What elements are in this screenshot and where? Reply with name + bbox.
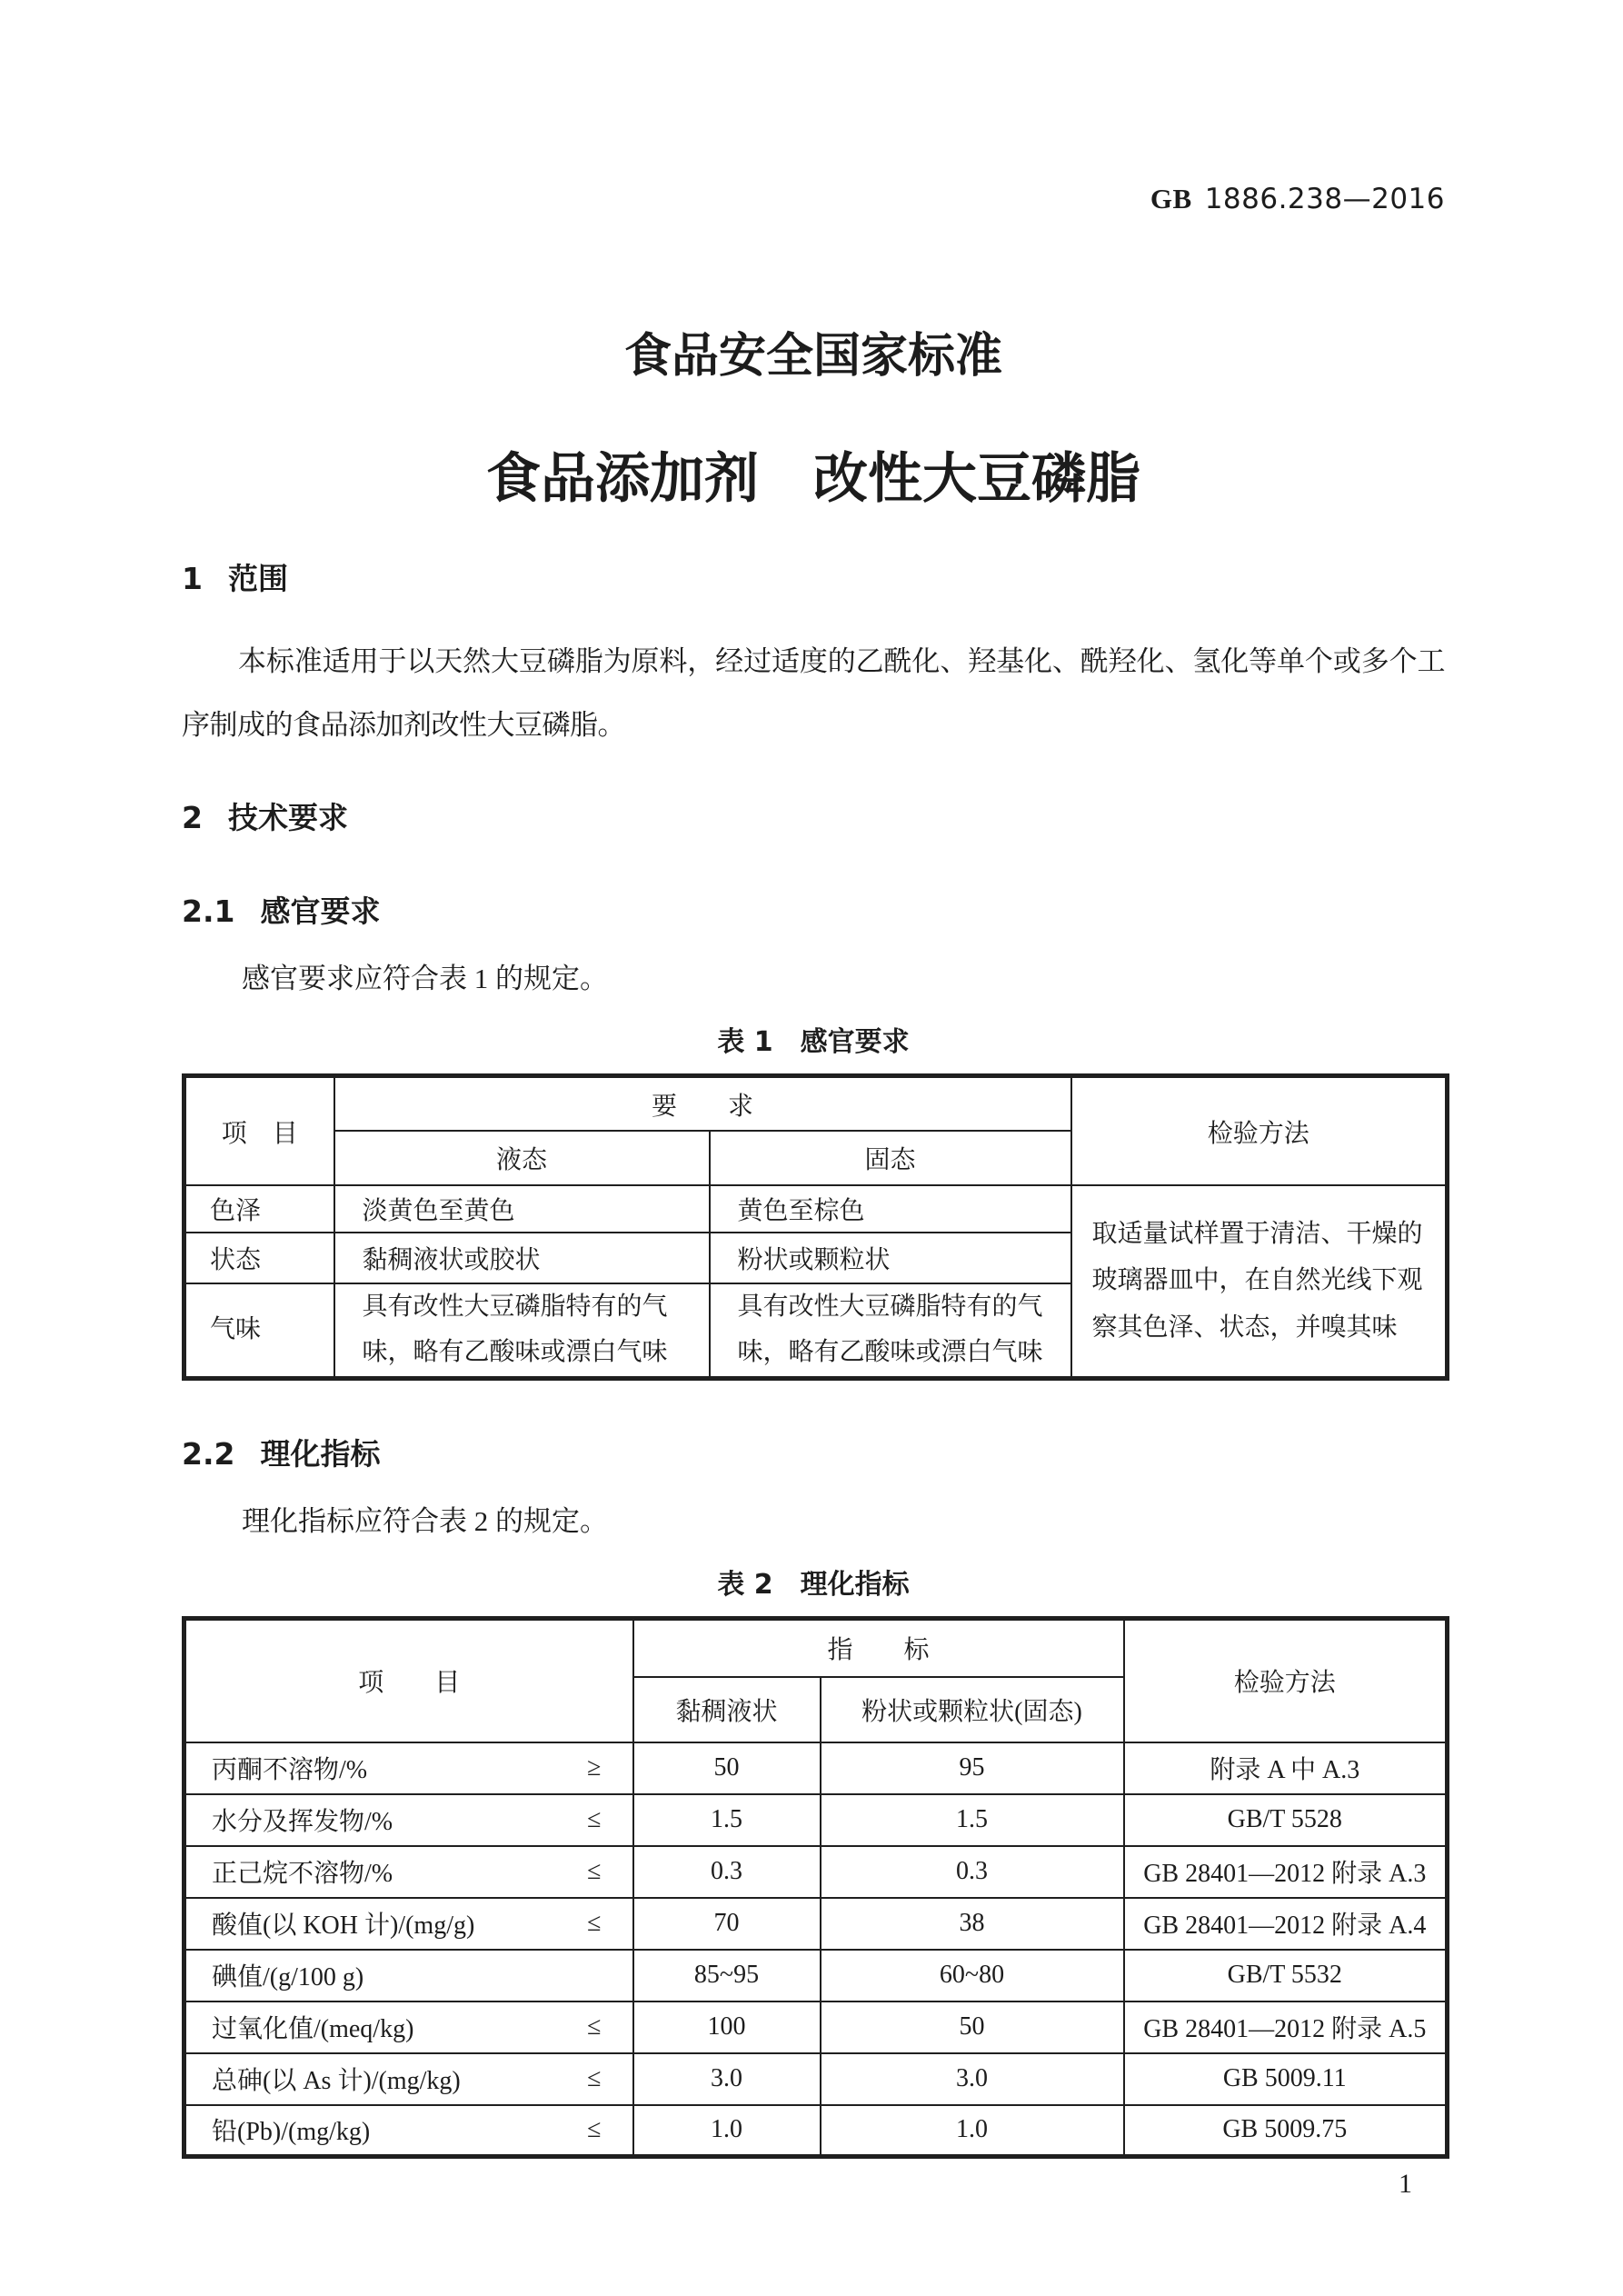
sensory-requirements-table (182, 1073, 1449, 1380)
section-2-1-title: 感官要求 (260, 893, 381, 929)
cell-powder: 38 (821, 1898, 1124, 1950)
table1-header-solid: 固态 (710, 1131, 1071, 1185)
cell-viscous: 0.3 (633, 1846, 821, 1898)
section-1-heading (182, 560, 1445, 597)
table2-header-method: 检验方法 (1124, 1619, 1448, 1742)
cell-solid: 具有改性大豆磷脂特有的气味，略有乙酸味或漂白气味 (710, 1283, 1071, 1378)
table1-header-requirement: 要 求 (334, 1076, 1071, 1131)
table2-header-item: 项 目 (184, 1619, 633, 1742)
table2-header-powder: 粉状或颗粒状(固态) (821, 1677, 1124, 1742)
relation-symbol: ≤ (587, 2064, 602, 2093)
cell-method: GB 5009.11 (1124, 2053, 1448, 2105)
section-1-number: 1 (182, 560, 203, 596)
cell-solid: 粉状或颗粒状 (710, 1233, 1071, 1283)
item-label: 正己烷不溶物/% (212, 1860, 393, 1889)
cell-item (184, 1950, 633, 2002)
cell-powder: 95 (821, 1742, 1124, 1794)
cell-powder: 1.0 (821, 2105, 1124, 2157)
cell-method: GB 28401—2012 附录 A.4 (1124, 1898, 1448, 1950)
table-row (184, 1742, 1448, 1794)
cell-item (184, 1846, 633, 1898)
page-number: 1 (1399, 2169, 1412, 2199)
table-row (184, 1898, 1448, 1950)
table-row (184, 1846, 1448, 1898)
section-2-2-title: 理化指标 (260, 1435, 381, 1472)
relation-symbol: ≤ (587, 1857, 602, 1886)
item-label: 碘值/(g/100 g) (212, 1963, 364, 1992)
cell-item (184, 2002, 633, 2053)
cell-liquid: 具有改性大豆磷脂特有的气味，略有乙酸味或漂白气味 (334, 1283, 710, 1378)
cell-viscous: 100 (633, 2002, 821, 2053)
relation-symbol: ≤ (587, 1909, 602, 1938)
cell-method: GB 5009.75 (1124, 2105, 1448, 2157)
section-2-number: 2 (182, 799, 203, 835)
cell-method: GB/T 5528 (1124, 1794, 1448, 1846)
cell-powder: 50 (821, 2002, 1124, 2053)
cell-item (184, 1898, 633, 1950)
document-title-line1: 食品安全国家标准 (623, 329, 1002, 384)
cell-solid: 黄色至棕色 (710, 1185, 1071, 1233)
relation-symbol: ≤ (587, 1805, 602, 1834)
cell-method: 附录 A 中 A.3 (1124, 1742, 1448, 1794)
table1-header-row-1 (184, 1076, 1448, 1131)
table-row (184, 2002, 1448, 2053)
section-2-title: 技术要求 (227, 799, 348, 835)
table2-caption: 表 2 理化指标 (717, 1569, 910, 1602)
table-row (184, 1950, 1448, 2002)
cell-item (184, 2053, 633, 2105)
cell-method-merged: 取适量试样置于清洁、干燥的玻璃器皿中，在自然光线下观察其色泽、状态，并嗅其味 (1071, 1185, 1448, 1378)
section-1-title: 范围 (227, 560, 288, 596)
cell-viscous: 70 (633, 1898, 821, 1950)
section-2-2-body: 理化指标应符合表 2 的规定。 (242, 1504, 608, 1537)
cell-item: 色泽 (184, 1185, 334, 1233)
cell-viscous: 50 (633, 1742, 821, 1794)
section-2-1-heading (182, 893, 1445, 930)
cell-viscous: 3.0 (633, 2053, 821, 2105)
item-label: 水分及挥发物/% (212, 1808, 393, 1837)
section-2-heading (182, 799, 1445, 836)
cell-method: GB 28401—2012 附录 A.5 (1124, 2002, 1448, 2053)
cell-item (184, 1794, 633, 1846)
relation-symbol: ≤ (587, 2012, 602, 2041)
standard-number (182, 0, 1445, 214)
cell-powder: 3.0 (821, 2053, 1124, 2105)
relation-symbol: ≤ (587, 2115, 602, 2144)
section-2-1-body: 感官要求应符合表 1 的规定。 (242, 963, 608, 995)
item-label: 酸值(以 KOH 计)/(mg/g) (212, 1912, 475, 1941)
cell-liquid: 淡黄色至黄色 (334, 1185, 710, 1233)
cell-viscous: 1.0 (633, 2105, 821, 2157)
physicochemical-indicators-table (182, 1616, 1449, 2159)
cell-liquid: 黏稠液状或胶状 (334, 1233, 710, 1283)
table2-header-row-1 (184, 1619, 1448, 1677)
cell-method: GB/T 5532 (1124, 1950, 1448, 2002)
cell-powder: 0.3 (821, 1846, 1124, 1898)
table-row (184, 2053, 1448, 2105)
cell-item: 气味 (184, 1283, 334, 1378)
table1-header-item: 项 目 (184, 1076, 334, 1185)
table2-header-viscous: 黏稠液状 (633, 1677, 821, 1742)
table-row (184, 1185, 1448, 1233)
section-1-paragraph: 本标准适用于以天然大豆磷脂为原料，经过适度的乙酰化、羟基化、酰羟化、氢化等单个或多个工序制成的食品添加剂改性大豆磷脂。 (182, 645, 1445, 741)
section-2-2-heading (182, 1435, 1445, 1472)
cell-viscous: 85~95 (633, 1950, 821, 2002)
item-label: 总砷(以 As 计)/(mg/kg) (212, 2067, 461, 2096)
cell-powder: 1.5 (821, 1794, 1124, 1846)
cell-method: GB 28401—2012 附录 A.3 (1124, 1846, 1448, 1898)
page-content (182, 0, 1445, 2159)
table-row (184, 2105, 1448, 2157)
table1-header-method: 检验方法 (1071, 1076, 1448, 1185)
standard-code: 1886.238—2016 (1204, 183, 1445, 215)
section-2-2-number: 2.2 (182, 1435, 235, 1472)
table1-caption: 表 1 感官要求 (717, 1026, 910, 1059)
relation-symbol: ≥ (587, 1753, 602, 1782)
document-title-line2: 食品添加剂 改性大豆磷脂 (486, 446, 1140, 511)
cell-viscous: 1.5 (633, 1794, 821, 1846)
item-label: 铅(Pb)/(mg/kg) (212, 2118, 371, 2147)
cell-item: 状态 (184, 1233, 334, 1283)
section-2-1-number: 2.1 (182, 893, 235, 929)
item-label: 丙酮不溶物/% (212, 1756, 368, 1785)
table-row (184, 1794, 1448, 1846)
table1-header-liquid: 液态 (334, 1131, 710, 1185)
cell-item (184, 2105, 633, 2157)
table2-header-indicator: 指 标 (633, 1619, 1124, 1677)
item-label: 过氧化值/(meq/kg) (212, 2015, 414, 2044)
cell-item (184, 1742, 633, 1794)
cell-powder: 60~80 (821, 1950, 1124, 2002)
standard-prefix: GB (1150, 183, 1192, 215)
